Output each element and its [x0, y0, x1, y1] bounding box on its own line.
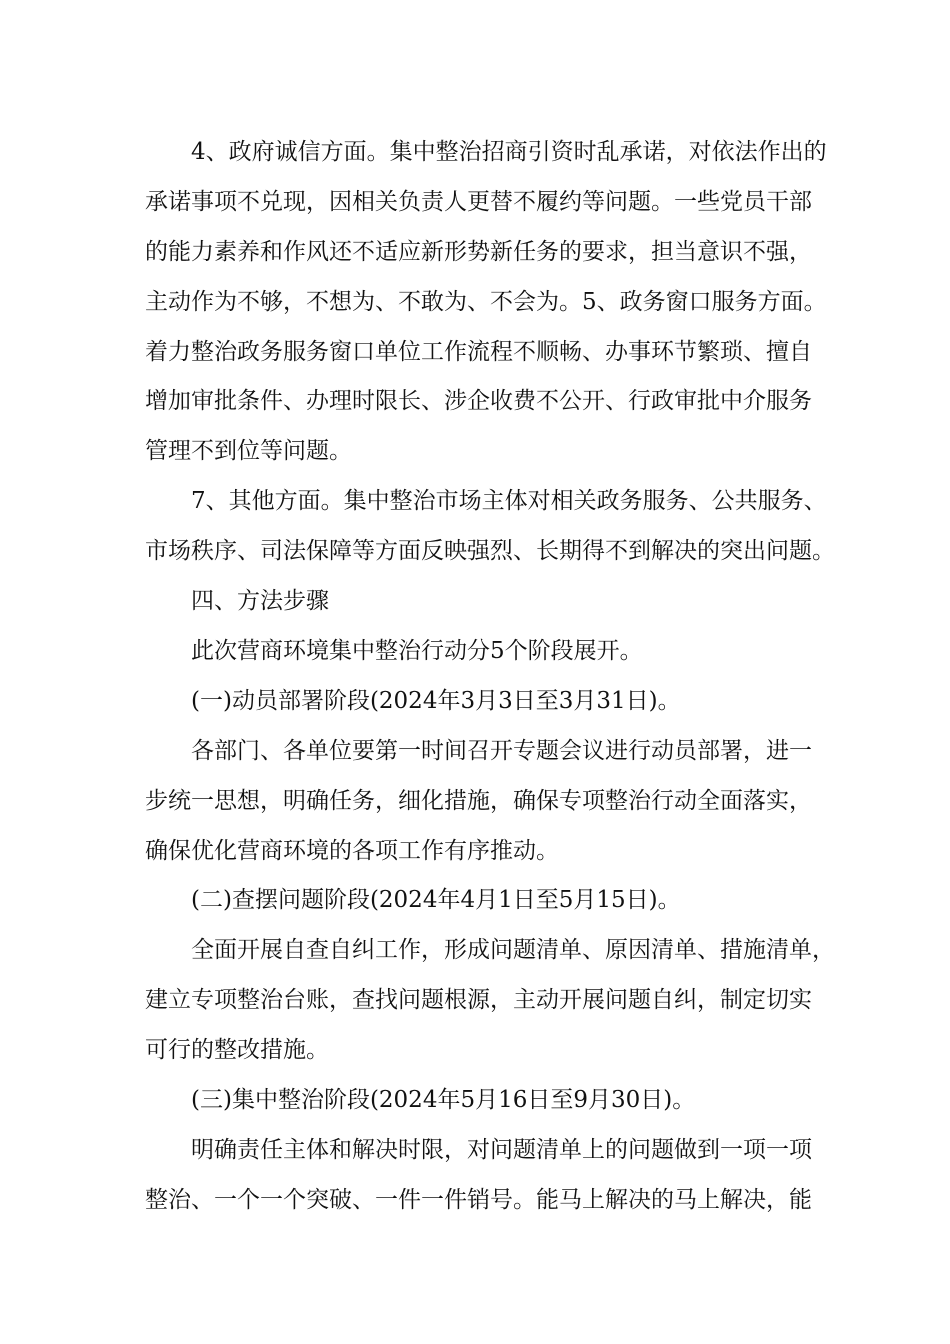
text-line: 明确责任主体和解决时限，对问题清单上的问题做到一项一项	[191, 1137, 812, 1163]
text-line: 整治、一个一个突破、一件一件销号。能马上解决的马上解决，能	[145, 1187, 812, 1213]
text-line: 步统一思想，明确任务，细化措施，确保专项整治行动全面落实，	[145, 788, 812, 814]
phase-heading: (三)集中整治阶段(2024年5月16日至9月30日)。	[191, 1087, 696, 1113]
text-line: 管理不到位等问题。	[145, 438, 352, 464]
text-line: 承诺事项不兑现，因相关负责人更替不履约等问题。一些党员干部	[145, 189, 812, 215]
text-line: 此次营商环境集中整治行动分5个阶段展开。	[191, 638, 643, 664]
text-line: 的能力素养和作风还不适应新形势新任务的要求，担当意识不强，	[145, 239, 812, 265]
phase-heading: (二)查摆问题阶段(2024年4月1日至5月15日)。	[191, 887, 681, 913]
text-line: 市场秩序、司法保障等方面反映强烈、长期得不到解决的突出问题。	[145, 538, 835, 564]
text-line: 各部门、各单位要第一时间召开专题会议进行动员部署，进一	[191, 738, 812, 764]
phase-heading: (一)动员部署阶段(2024年3月3日至3月31日)。	[191, 688, 681, 714]
text-line: 全面开展自查自纠工作，形成问题清单、原因清单、措施清单，	[191, 937, 835, 963]
text-line: 增加审批条件、办理时限长、涉企收费不公开、行政审批中介服务	[145, 388, 812, 414]
section-heading: 四、方法步骤	[191, 588, 329, 614]
text-line: 可行的整改措施。	[145, 1037, 329, 1063]
text-line: 确保优化营商环境的各项工作有序推动。	[145, 838, 559, 864]
text-line: 建立专项整治台账，查找问题根源，主动开展问题自纠，制定切实	[145, 987, 812, 1013]
text-line: 7、其他方面。集中整治市场主体对相关政务服务、公共服务、	[191, 488, 827, 514]
text-line: 主动作为不够，不想为、不敢为、不会为。5、政务窗口服务方面。	[145, 289, 827, 315]
text-line: 4、政府诚信方面。集中整治招商引资时乱承诺，对依法作出的	[191, 139, 827, 165]
text-line: 着力整治政务服务窗口单位工作流程不顺畅、办事环节繁琐、擅自	[145, 339, 812, 365]
